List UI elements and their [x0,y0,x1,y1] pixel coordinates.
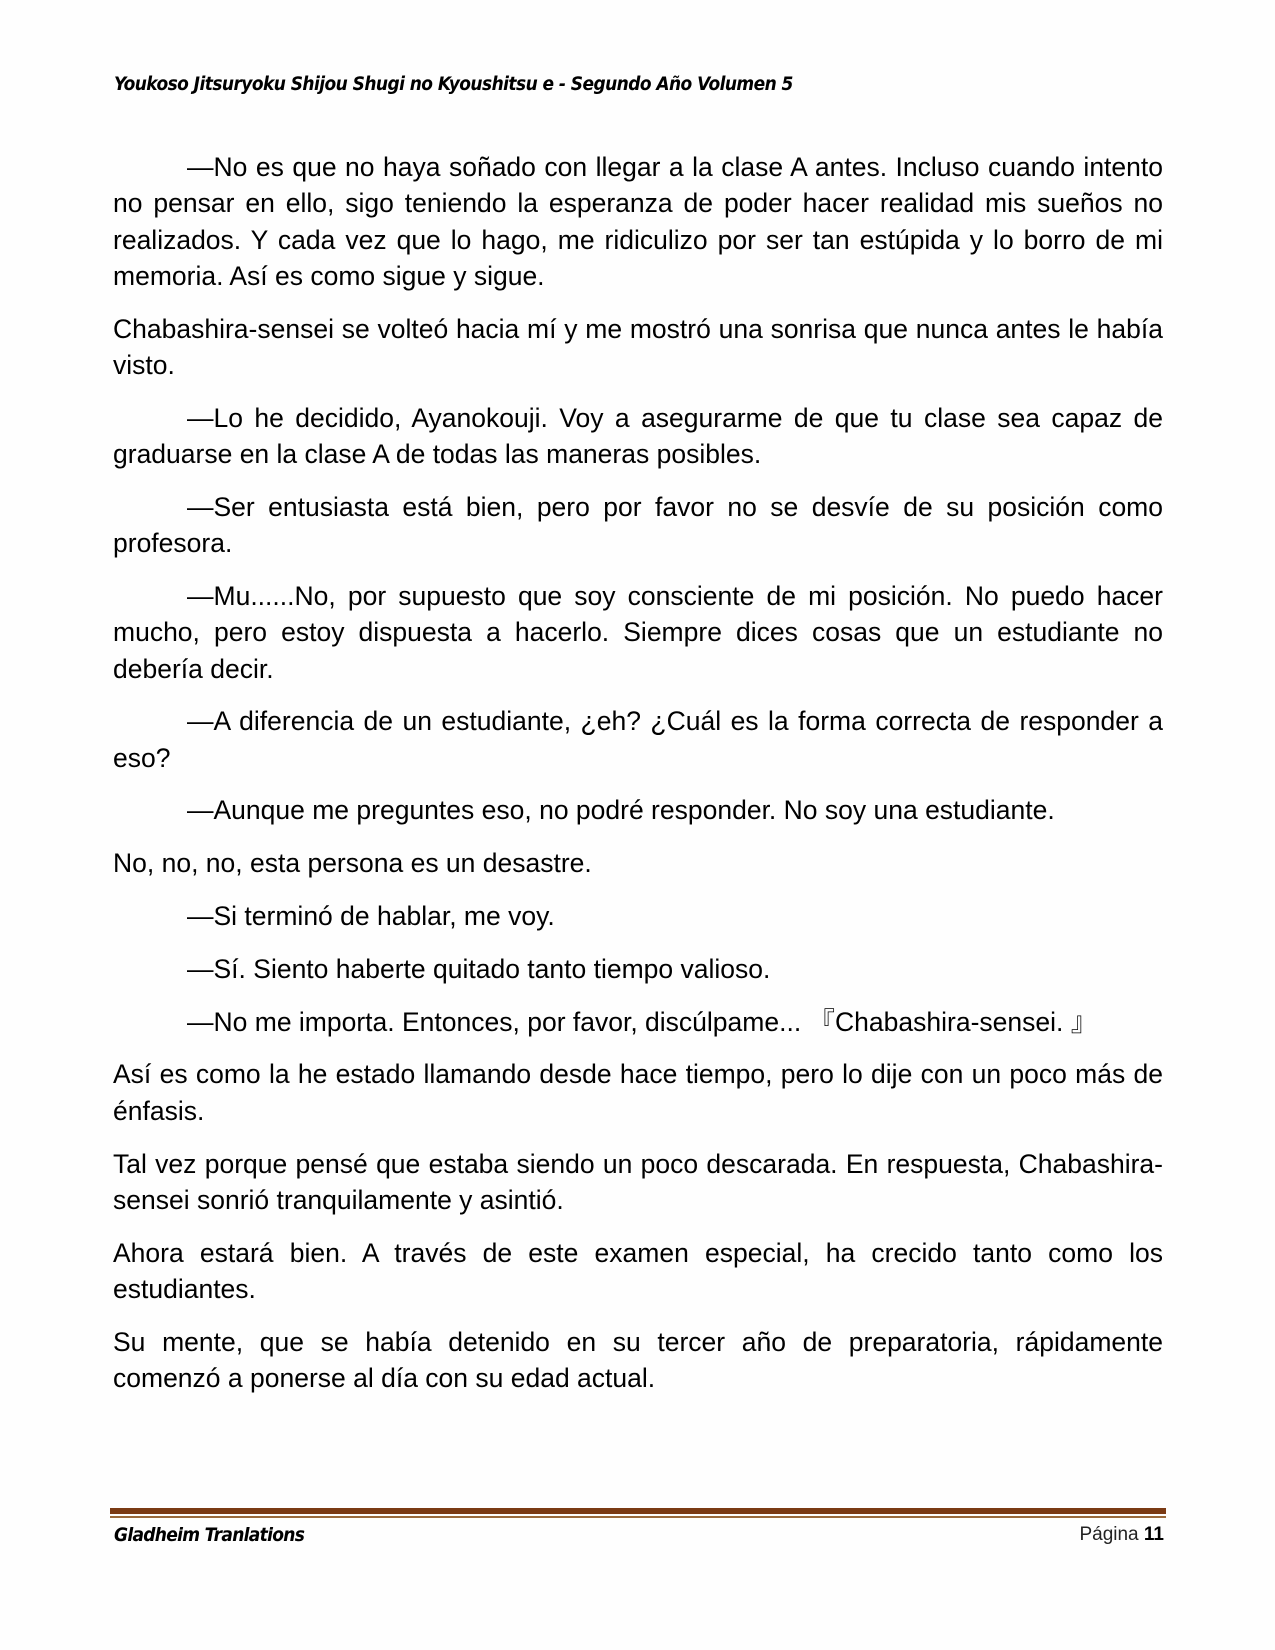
paragraph: No, no, no, esta persona es un desastre. [113,848,592,879]
paragraph: —Lo he decidido, Ayanokouji. Voy a asegurarme de que tu clase sea capaz de graduarse en la clase A de todas las maneras posibles. [113,402,1163,470]
paragraph: —A diferencia de un estudiante, ¿eh? ¿Cuál es la forma correcta de responder a eso? [113,706,1163,773]
body-text [113,149,1163,1413]
page-number-label [1079,1524,1164,1546]
footer-rule-thick [110,1508,1166,1514]
page-number: 11 [1143,1524,1164,1545]
paragraph: —Sí. Siento haberte quitado tanto tiempo valioso. [187,953,771,984]
page-label: Página [1079,1524,1139,1545]
paragraph: —Aunque me preguntes eso, no podré responder. No soy una estudiante. [187,795,1055,826]
footer-rule [110,1508,1166,1518]
paragraph: —Mu......No, por supuesto que soy consciente de mi posición. No puedo hacer mucho, pero estoy dispuesta a hacerlo. Siempre dices cosas que un estudiante no debería decir. [113,580,1163,684]
paragraph: Ahora estará bien. A través de este examen especial, ha crecido tanto como los estudiantes. [113,1237,1163,1304]
paragraph: Tal vez porque pensé que estaba siendo un poco descarada. En respuesta, Chabashira-sensei sonrió tranquilamente y asintió. [113,1148,1163,1215]
paragraph: —Ser entusiasta está bien, pero por favor no se desvíe de su posición como profesora. [113,491,1163,559]
paragraph: Su mente, que se había detenido en su tercer año de preparatoria, rápidamente comenzó a ponerse al día con su edad actual. [113,1326,1163,1394]
paragraph: Así es como la he estado llamando desde hace tiempo, pero lo dije con un poco más de énfasis. [113,1059,1163,1126]
paragraph: —No es que no haya soñado con llegar a la clase A antes. Incluso cuando intento no pensar en ello, sigo teniendo la esperanza de poder hacer realidad mis sueños no realizados. Y cada vez que lo hago, me ridiculizo por ser tan estúpida y lo borro de mi memoria. Así es como sigue y sigue. [113,152,1163,291]
running-header: Youkoso Jitsuryoku Shijou Shugi no Kyoushitsu e - Segundo Año Volumen 5 [114,74,793,95]
paragraph: —Si terminó de hablar, me voy. [187,901,555,932]
paragraph: Chabashira-sensei se volteó hacia mí y me mostró una sonrisa que nunca antes le había visto. [113,313,1163,380]
footer-rule-thin [110,1516,1166,1518]
footer-credit: Gladheim Tranlations [114,1524,305,1546]
paragraph: —No me importa. Entonces, por favor, discúlpame... 『Chabashira-sensei. 』 [187,1006,1098,1037]
